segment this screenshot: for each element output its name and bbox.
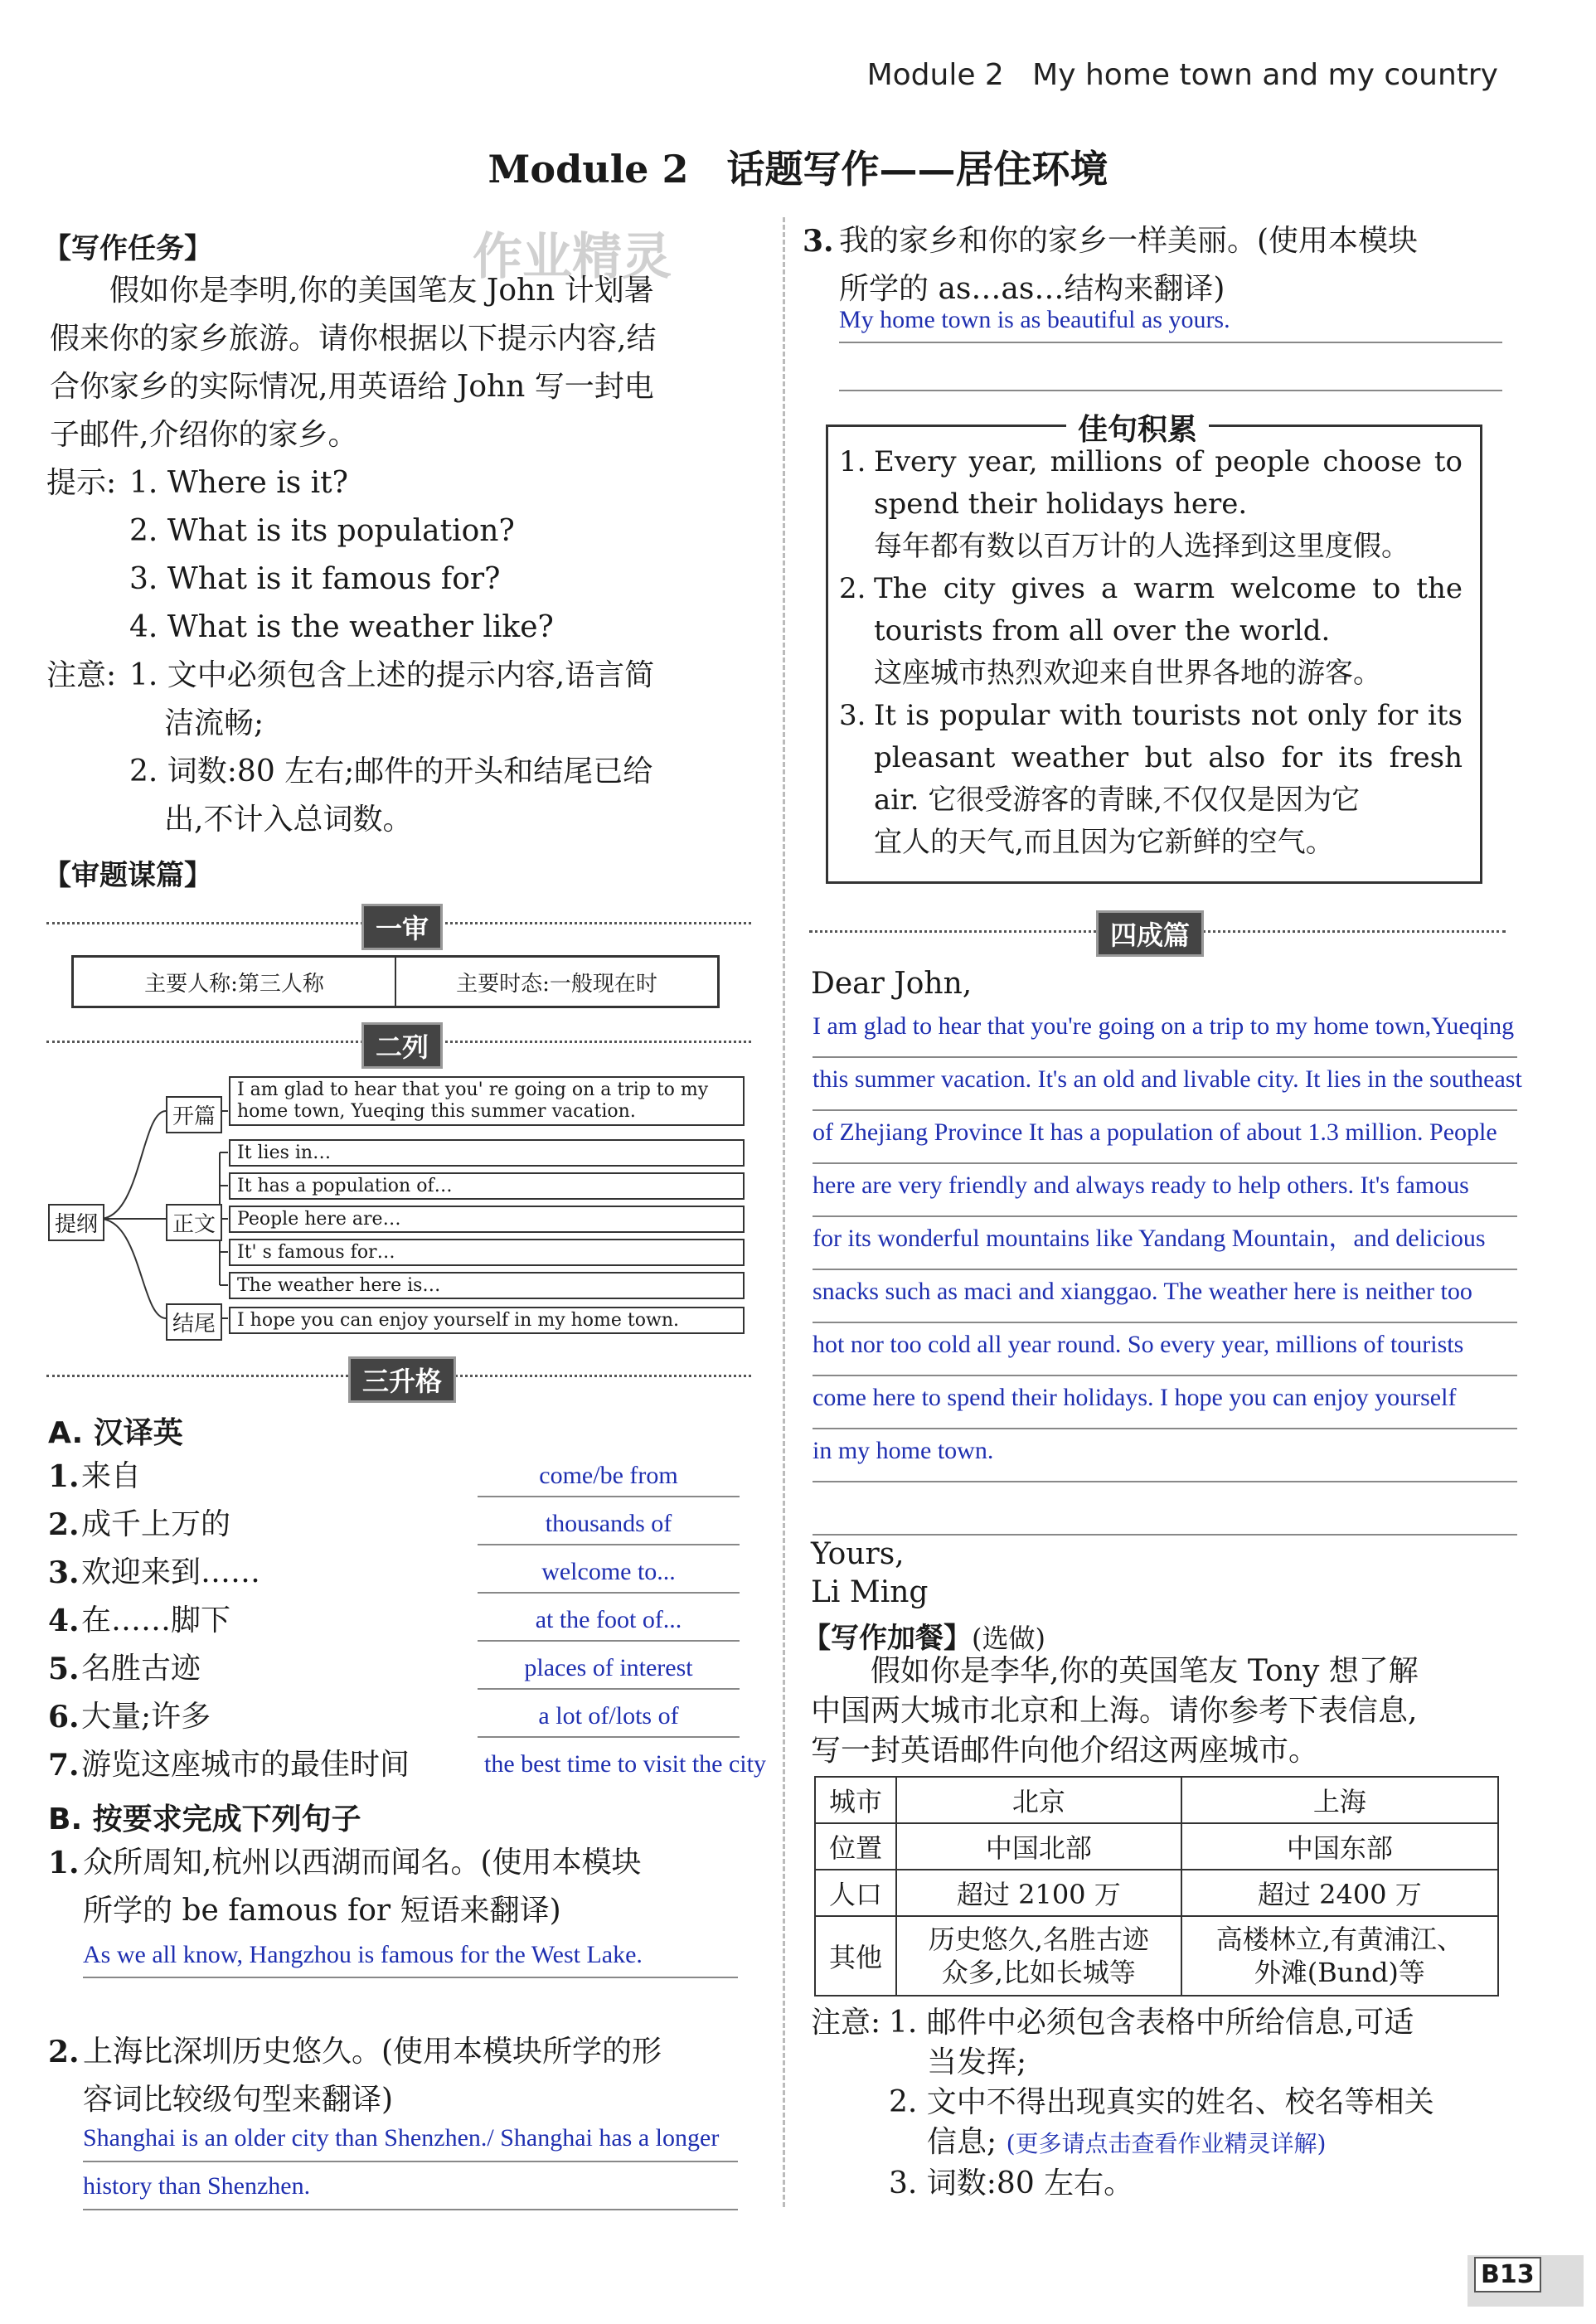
- vocab-num: 7.: [48, 1748, 80, 1783]
- table-cell: 中国北部: [896, 1823, 1181, 1870]
- task-heading: 【写作任务】: [43, 232, 212, 265]
- phrases-heading: 佳句积累: [1066, 406, 1209, 449]
- table-cell: 中国东部: [1181, 1823, 1498, 1870]
- header-module: Module 2: [866, 58, 1004, 92]
- vocab-item: [48, 1501, 778, 1549]
- phrase-item: [839, 568, 1469, 695]
- table-cell: 历史悠久,名胜古迹 众多,比如长城等: [896, 1916, 1181, 1996]
- vocab-cn: 游览这座城市的最佳时间: [81, 1748, 410, 1782]
- vocab-item: [48, 1741, 778, 1789]
- page-number: B13: [1474, 2257, 1541, 2292]
- essay-blank-line: [813, 1482, 1517, 1536]
- note-item: 出,不计入总词数。: [164, 803, 413, 837]
- q2-line: 容词比较级句型来翻译): [83, 2083, 394, 2117]
- vocab-cn: 来自: [81, 1459, 142, 1493]
- extra-note: 2. 文中不得出现真实的姓名、校名等相关: [889, 2085, 1434, 2119]
- q1-line: 所学的 be famous for 短语来翻译): [83, 1894, 561, 1928]
- vocab-answer: welcome to...: [478, 1552, 740, 1594]
- task-line: 子邮件,介绍你的家乡。: [50, 418, 358, 452]
- part-b-heading: B. 按要求完成下列句子: [48, 1802, 361, 1836]
- task-line: 假来你的家乡旅游。请你根据以下提示内容,结: [50, 322, 657, 356]
- analysis-heading: 【审题谋篇】: [43, 859, 212, 892]
- table-header-row: [815, 1777, 1498, 1823]
- essay-line: come here to spend their holidays. I hope you can enjoy yourself: [813, 1376, 1517, 1429]
- phrase-en: spend their holidays here.: [874, 488, 1248, 521]
- phrase-num: 3.: [839, 699, 866, 732]
- essay-line: here are very friendly and always ready to help others. It's famous: [813, 1164, 1517, 1217]
- vocab-answer: come/be from: [478, 1456, 740, 1497]
- phrase-en: It is popular with tourists not only for its: [874, 699, 1463, 732]
- q3-num: 3.: [803, 224, 834, 259]
- vocab-num: 3.: [48, 1555, 80, 1590]
- vocab-item: [48, 1453, 778, 1501]
- q3-line: 所学的 as…as…结构来翻译): [839, 272, 1225, 306]
- closing-signature: Li Ming: [811, 1575, 929, 1609]
- vocab-num: 4.: [48, 1604, 80, 1638]
- phrase-cn: 这座城市热烈欢迎来自世界各地的游客。: [874, 657, 1381, 690]
- extra-optional: (选做): [972, 1623, 1045, 1654]
- column-divider: [783, 217, 785, 2207]
- header-module-title: My home town and my country: [1032, 58, 1498, 92]
- extra-note: 当发挥;: [927, 2045, 1027, 2079]
- end-sentence: I hope you can enjoy yourself in my home town.: [229, 1307, 745, 1334]
- body-item: People here are…: [229, 1206, 745, 1233]
- extra-text: [811, 1652, 1516, 1771]
- hint-item: 4. What is the weather like?: [129, 610, 554, 644]
- closing-yours: Yours,: [811, 1537, 905, 1571]
- q3-blank-line: [839, 365, 1502, 391]
- vocab-num: 2.: [48, 1507, 80, 1542]
- extra-notes: [889, 2003, 1519, 2204]
- notes-list: [129, 652, 654, 844]
- city-table: [814, 1776, 1499, 1997]
- vocab-num: 1.: [48, 1459, 80, 1494]
- person-tense-box: [71, 955, 720, 1008]
- q3-answer: My home town is as beautiful as yours.: [839, 298, 1502, 343]
- vocab-cn: 大量;许多: [81, 1700, 211, 1734]
- table-header-cell: 城市: [815, 1777, 896, 1823]
- part-a-heading: A. 汉译英: [48, 1416, 183, 1450]
- page-title: Module 2 话题写作——居住环境: [488, 147, 1108, 192]
- vocab-cn: 欢迎来到……: [81, 1555, 261, 1589]
- phrase-item: [839, 441, 1469, 568]
- hint-item: 3. What is it famous for?: [129, 562, 501, 596]
- extra-line: 假如你是李华,你的英国笔友 Tony 想了解: [871, 1654, 1419, 1688]
- vocab-item: [48, 1549, 778, 1597]
- essay-line: of Zhejiang Province It has a population of about 1.3 million. People: [813, 1111, 1517, 1164]
- phrase-num: 2.: [839, 572, 866, 605]
- vocab-cn: 名胜古迹: [81, 1652, 201, 1686]
- q1-text: [83, 1839, 746, 1935]
- table-cell: 高楼林立,有黄浦江、 外滩(Bund)等: [1181, 1916, 1498, 1996]
- essay-line: snacks such as maci and xianggao. The weather here is neither too: [813, 1270, 1517, 1323]
- essay-line: this summer vacation. It's an old and livable city. It lies in the southeast: [813, 1058, 1517, 1111]
- body-item: It lies in…: [229, 1139, 745, 1167]
- table-row: [815, 1823, 1498, 1870]
- main-person: 主要人称:第三人称: [74, 958, 396, 1006]
- essay-line: I am glad to hear that you're going on a trip to my home town,Yueqing: [813, 1005, 1517, 1058]
- note-item: 2. 词数:80 左右;邮件的开头和结尾已给: [129, 754, 653, 788]
- q1-answer: As we all know, Hangzhou is famous for the West Lake.: [83, 1933, 738, 1978]
- stamp-fourth: 四成篇: [1096, 910, 1204, 957]
- stamp-third: 三升格: [348, 1356, 456, 1403]
- vocab-answer: thousands of: [478, 1504, 740, 1545]
- body-item: The weather here is…: [229, 1272, 745, 1299]
- essay-closing: [811, 1536, 928, 1612]
- vocab-num: 6.: [48, 1700, 80, 1735]
- extra-note-4: [889, 2123, 1519, 2164]
- stamp-first: 一审: [361, 904, 443, 950]
- phrase-item: [839, 695, 1469, 864]
- q2-text: [83, 2028, 746, 2124]
- essay-body: [813, 1005, 1522, 1536]
- extra-heading: 【写作加餐】: [803, 1622, 972, 1655]
- vocab-item: [48, 1693, 778, 1741]
- q2-num: 2.: [48, 2035, 80, 2069]
- hints-label: 提示:: [46, 466, 117, 500]
- extra-note: 信息;: [927, 2125, 997, 2159]
- stamp-second: 二列: [361, 1022, 443, 1069]
- hint-item: 2. What is its population?: [129, 514, 515, 548]
- q3-line: 我的家乡和你的家乡一样美丽。(使用本模块: [839, 224, 1419, 258]
- q2-answer-line2: history than Shenzhen.: [83, 2164, 738, 2210]
- vocab-num: 5.: [48, 1652, 80, 1686]
- branch-end: 结尾: [166, 1303, 222, 1341]
- essay-line: for its wonderful mountains like Yandang Mountain，and delicious: [813, 1217, 1517, 1270]
- body-item: It' s famous for…: [229, 1239, 745, 1266]
- task-text: [50, 267, 763, 459]
- phrase-en: The city gives a warm welcome to the: [874, 572, 1463, 605]
- table-cell: 位置: [815, 1823, 896, 1870]
- note-item: 1. 文中必须包含上述的提示内容,语言简: [129, 658, 655, 692]
- table-cell: 超过 2100 万: [896, 1870, 1181, 1916]
- vocab-list: [48, 1453, 778, 1789]
- phrases-list: [839, 441, 1469, 864]
- main-tense: 主要时态:一般现在时: [456, 971, 657, 997]
- table-header-cell: 北京: [896, 1777, 1181, 1823]
- vocab-cn: 成千上万的: [81, 1507, 231, 1541]
- body-item: It has a population of…: [229, 1172, 745, 1200]
- phrase-num: 1.: [839, 445, 866, 478]
- phrase-en: Every year, millions of people choose to: [874, 445, 1463, 478]
- q1-num: 1.: [48, 1846, 80, 1880]
- watermark: 作业精灵: [473, 228, 672, 286]
- running-header: [867, 58, 1498, 92]
- table-cell: 超过 2400 万: [1181, 1870, 1498, 1916]
- branch-body: 正文: [166, 1204, 222, 1241]
- hints-list: [129, 459, 554, 652]
- extra-note: 1. 邮件中必须包含表格中所给信息,可适: [889, 2006, 1414, 2040]
- essay-line: hot nor too cold all year round. So every year, millions of tourists: [813, 1323, 1517, 1376]
- extra-line: 中国两大城市北京和上海。请你参考下表信息,: [811, 1694, 1418, 1728]
- extra-note: 3. 词数:80 左右。: [889, 2166, 1134, 2200]
- phrase-en: tourists from all over the world.: [874, 614, 1331, 648]
- vocab-answer: places of interest: [478, 1648, 740, 1690]
- table-cell: 其他: [815, 1916, 896, 1996]
- q1-line: 众所周知,杭州以西湖而闻名。(使用本模块: [83, 1846, 642, 1880]
- task-line: 合你家乡的实际情况,用英语给 John 写一封电: [50, 370, 654, 404]
- vocab-item: [48, 1597, 778, 1645]
- vocab-cn: 在……脚下: [81, 1604, 231, 1637]
- table-row: [815, 1916, 1498, 1996]
- extra-line: 写一封英语邮件向他介绍这两座城市。: [811, 1734, 1319, 1768]
- note-item: 洁流畅;: [164, 706, 264, 740]
- essay-greeting: Dear John,: [811, 967, 973, 1001]
- vocab-item: [48, 1645, 778, 1693]
- phrase-cn: 宜人的天气,而且因为它新鲜的空气。: [874, 826, 1334, 859]
- phrase-en: pleasant weather but also for its fresh: [874, 741, 1463, 774]
- hint-item: 1. Where is it?: [129, 466, 348, 500]
- phrase-cn: 每年都有数以百万计的人选择到这里度假。: [874, 530, 1409, 563]
- table-cell: 人口: [815, 1870, 896, 1916]
- vocab-answer: at the foot of...: [478, 1600, 740, 1642]
- phrase-mixed: air. 它很受游客的青睐,不仅仅是因为它: [874, 784, 1361, 817]
- table-header-cell: 上海: [1181, 1777, 1498, 1823]
- table-row: [815, 1870, 1498, 1916]
- more-details-link[interactable]: (更多请点击查看作业精灵详解): [1006, 2130, 1327, 2157]
- notes-label: 注意:: [46, 658, 117, 692]
- vocab-answer: a lot of/lots of: [478, 1696, 740, 1738]
- branch-open: 开篇: [166, 1096, 222, 1133]
- task-line: 假如你是李明,你的美国笔友 John 计划暑: [109, 274, 654, 308]
- open-sentence: I am glad to hear that you' re going on a trip to my home town, Yueqing this summer vacation.: [229, 1076, 745, 1126]
- q2-answer-line1: Shanghai is an older city than Shenzhen./ Shanghai has a longer: [83, 2116, 738, 2162]
- vocab-answer: the best time to visit the city: [484, 1750, 766, 1778]
- extra-notes-label: 注意:: [811, 2006, 881, 2040]
- q2-line: 上海比深圳历史悠久。(使用本模块所学的形: [83, 2035, 662, 2069]
- outline-root: 提纲: [48, 1204, 104, 1241]
- essay-line: in my home town.: [813, 1429, 1517, 1482]
- extra-heading-row: [803, 1615, 1045, 1656]
